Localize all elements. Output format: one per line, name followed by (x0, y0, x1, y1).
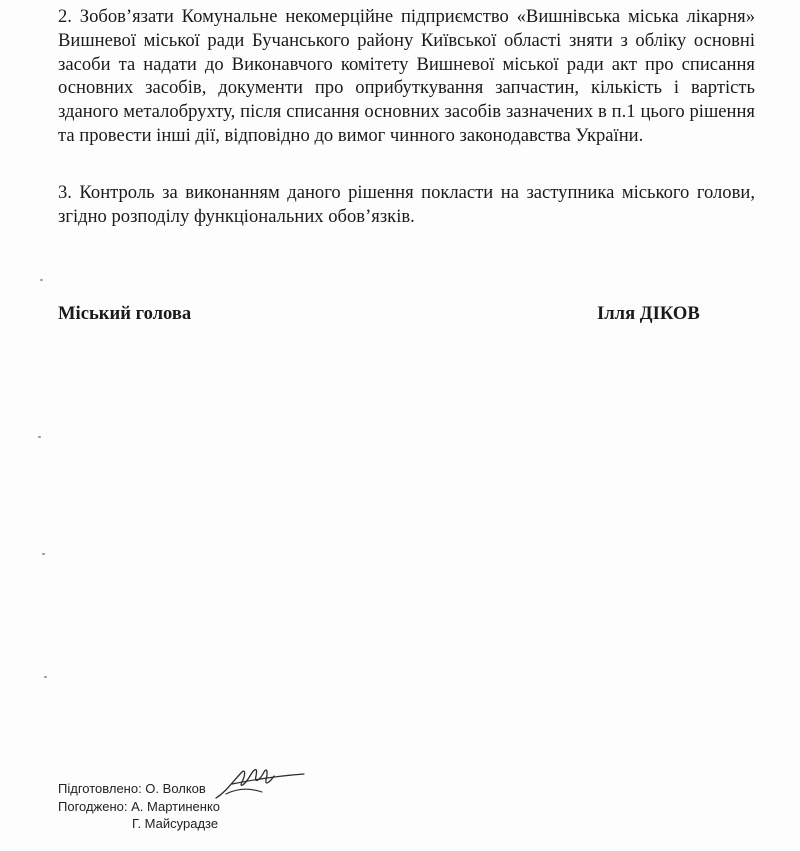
paragraph-control: 3. Контроль за виконанням даного рішення покласти на заступника міського голови, згідно розподілу функціональних обов’язків. (58, 182, 755, 227)
agreed-by-second: Г. Майсурадзе (132, 816, 219, 831)
document-footer (58, 780, 220, 833)
paragraph-obligation: 2. Зобов’язати Комунальне некомерційне підприємство «Вишнівська міська лікарня» Вишневої міської ради Бучанського району Київської області зняти з обліку основні засоби та надати до Виконавчого комітету Вишневої міської ради акт про списання основних засобів, документи про оприбуткування запчастин, кількість і вартість зданого металобрухту, після списання основних засобів зазначених в п.1 цього рішення та провести інші дії, відповідно до вимог чинного законодавства України. (58, 6, 755, 146)
prepared-by: Підготовлено: О. Волков (58, 781, 206, 796)
signatory-name: Ілля ДІКОВ (597, 303, 700, 324)
scan-speck (44, 676, 47, 678)
scan-speck (40, 279, 43, 281)
scan-speck (38, 436, 41, 438)
handwritten-signature (212, 758, 308, 806)
scan-speck (42, 553, 45, 555)
signatory-title: Міський голова (58, 303, 192, 324)
agreed-by: Погоджено: А. Мартиненко (58, 798, 221, 814)
